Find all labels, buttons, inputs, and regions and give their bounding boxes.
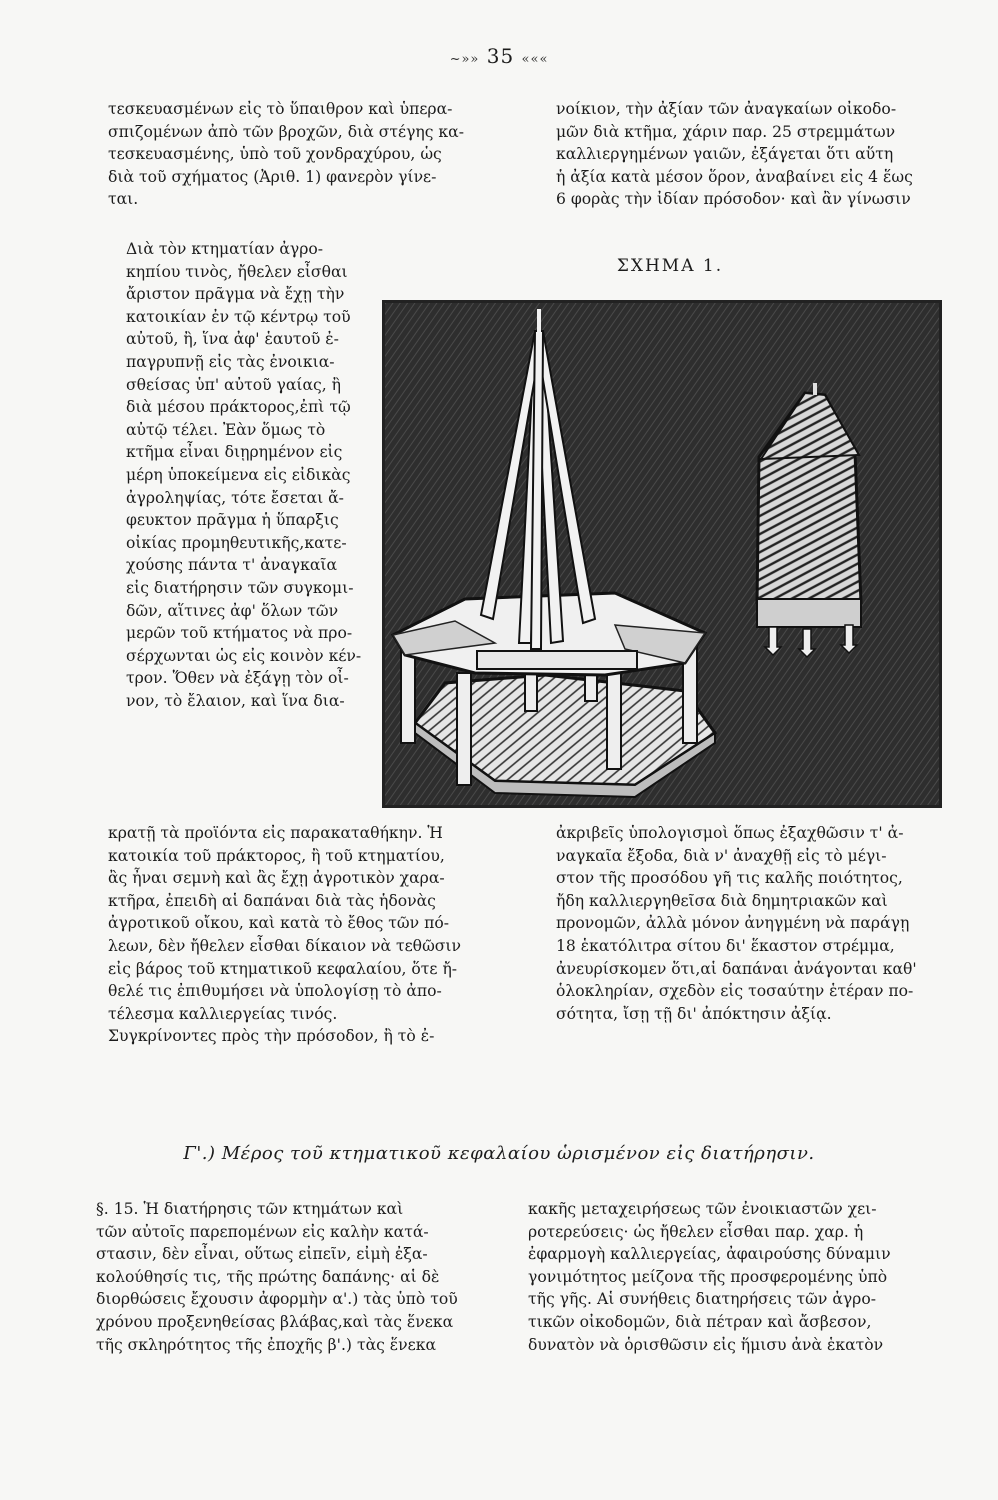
text-line: ἂς ἦναι σεμνὴ καὶ ἂς ἔχῃ ἀγροτικὸν χαρα- <box>108 869 445 888</box>
text-line: 6 φορὰς τὴν ἰδίαν πρόσοδον· καὶ ἂν γίνωσιν <box>556 190 911 209</box>
right-column-top-paragraph <box>556 98 942 211</box>
figure-illustration <box>382 300 942 808</box>
text-line: κτῆρα, ἐπειδὴ αἱ δαπάναι διὰ τὰς ἡδονὰς <box>108 891 436 910</box>
text-line: φευκτον πρᾶγμα ἡ ὕπαρξις <box>126 511 339 530</box>
right-column-bottom-paragraph <box>556 822 942 1025</box>
text-line: Συγκρίνοντες πρὸς τὴν πρόσοδον, ἢ τὸ ἐ- <box>108 1027 435 1046</box>
text-line: διὰ μέσου πράκτορος,ἐπὶ τῷ <box>126 398 351 417</box>
text-line: εἰς διατήρησιν τῶν συγκομι- <box>126 578 354 597</box>
text-line: τεσκευασμένης, ὑπὸ τοῦ χονδραχύρου, ὡς <box>108 145 442 164</box>
text-line: τῆς γῆς. Αἱ συνήθεις διατηρήσεις τῶν ἀγρο- <box>528 1290 877 1309</box>
text-line: χρόνου προξενηθείσας βλάβας,καὶ τὰς ἕνεκα <box>96 1312 454 1331</box>
ornament-right: ««« <box>521 52 549 67</box>
text-line: κακῆς μεταχειρήσεως τῶν ἐνοικιαστῶν χει- <box>528 1200 877 1218</box>
text-line: δυνατὸν νὰ ὁρισθῶσιν εἰς ἥμισυ ἀνὰ ἑκατὸν <box>528 1335 884 1354</box>
text-line: ἐφαρμογὴ καλλιεργείας, ἀφαιρούσης δύναμιν <box>528 1245 891 1264</box>
left-column-narrow-paragraph <box>126 238 372 712</box>
text-line: σέρχωνται ὡς εἰς κοινὸν κέν- <box>126 646 362 665</box>
text-line: τεσκευασμένων εἰς τὸ ὕπαιθρον καὶ ὑπερα- <box>108 100 453 118</box>
text-line: μῶν διὰ κτῆμα, χάριν παρ. 25 στρεμμάτων <box>556 122 896 141</box>
text-line: καλλιεργημένων γαιῶν, ἐξάγεται ὅτι αὕτη <box>556 145 894 164</box>
text-line: κολούθησίς τις, τῆς πρώτης δαπάνης· αἱ δὲ <box>96 1267 440 1286</box>
text-line: διὰ τοῦ σχήματος (Ἀριθ. 1) φανερὸν γίνε- <box>108 167 437 186</box>
text-line: παγρυπνῇ εἰς τὰς ἐνοικια- <box>126 352 335 371</box>
section-heading: Γ'.) Μέρος τοῦ κτηματικοῦ κεφαλαίου ὡρισμένον εἰς διατήρησιν. <box>183 1143 815 1164</box>
text-line: κηπίου τινὸς, ἤθελεν εἶσθαι <box>126 262 348 281</box>
text-line: χούσης πάντα τ' ἀναγκαῖα <box>126 556 338 575</box>
page-number-value: 35 <box>486 44 515 68</box>
text-line: ἤδη καλλιεργηθεῖσα διὰ δημητριακῶν καὶ <box>556 891 888 910</box>
left-column-top-paragraph <box>108 98 486 211</box>
text-line: κρατῇ τὰ προϊόντα εἰς παρακαταθήκην. Ἡ <box>108 824 443 842</box>
text-line: ἀκριβεῖς ὑπολογισμοὶ ὅπως ἐξαχθῶσιν τ' ἀ- <box>556 824 904 842</box>
text-line: διορθώσεις ἔχουσιν ἀφορμὴν α'.) τὰς ὑπὸ τοῦ <box>96 1290 458 1309</box>
text-line: Διὰ τὸν κτηματίαν ἀγρο- <box>126 240 324 258</box>
page-number <box>0 44 998 68</box>
text-line: ται. <box>108 190 139 209</box>
left-column-bottom-paragraph <box>108 822 500 1048</box>
text-line: μέρη ὑποκείμενα εἰς εἰδικὰς <box>126 465 351 484</box>
text-line: ἀνευρίσκομεν ὅτι,αἱ δαπάναι ἀνάγονται καθ' <box>556 959 917 978</box>
text-line: σθείσας ὑπ' αὐτοῦ γαίας, ἢ <box>126 375 342 394</box>
text-line: γονιμότητος μείζονα τῆς προσφερομένης ὑπὸ <box>528 1267 888 1286</box>
text-line: τέλεσμα καλλιεργείας τινός. <box>108 1004 338 1023</box>
text-line: τικῶν οἰκοδομῶν, διὰ πέτραν καὶ ἄσβεσον, <box>528 1312 872 1331</box>
text-line: 18 ἑκατόλιτρα σίτου δι' ἕκαστον στρέμμα, <box>556 936 895 955</box>
text-line: σότητα, ἴσῃ τῇ δι' ἀπόκτησιν ἀξίᾳ. <box>556 1004 832 1023</box>
text-line: εἰς βάρος τοῦ κτηματικοῦ κεφαλαίου, ὅτε ἤ- <box>108 959 458 978</box>
text-line: μερῶν τοῦ κτήματος νὰ προ- <box>126 624 353 643</box>
text-line: νοίκιον, τὴν ἀξίαν τῶν ἀναγκαίων οἰκοδο- <box>556 100 897 118</box>
text-line: λεων, δὲν ἤθελεν εἶσθαι δίκαιον νὰ τεθῶσιν <box>108 936 462 955</box>
section-right-paragraph <box>528 1198 940 1356</box>
ornament-left: ~»» <box>449 52 480 67</box>
text-line: κατοικία τοῦ πράκτορος, ἢ τοῦ κτηματίου, <box>108 846 445 865</box>
section-left-paragraph <box>96 1198 500 1356</box>
text-line: κατοικίαν ἐν τῷ κέντρῳ τοῦ <box>126 307 351 326</box>
text-line: κτῆμα εἶναι διῃρημένον εἰς <box>126 443 343 462</box>
text-line: τῶν αὐτοῖς παρεπομένων εἰς καλὴν κατά- <box>96 1222 429 1241</box>
text-line: ἡ ἀξία κατὰ μέσον ὅρον, ἀναβαίνει εἰς 4 ἕως <box>556 167 913 186</box>
text-line: τρον. Ὅθεν νὰ ἐξάγῃ τὸν οἶ- <box>126 669 349 688</box>
text-line: στασιν, δὲν εἶναι, οὕτως εἰπεῖν, εἰμὴ ἐξα- <box>96 1245 428 1264</box>
text-line: θελέ τις ἐπιθυμήσει νὰ ὑπολογίσῃ τὸ ἀπο- <box>108 982 442 1001</box>
text-line: τῆς σκληρότητος τῆς ἐποχῆς β'.) τὰς ἕνεκα <box>96 1335 437 1354</box>
text-line: ὁλοκληρίαν, σχεδὸν εἰς τοσαύτην ἑτέραν πο- <box>556 982 914 1001</box>
text-line: οἰκίας προμηθευτικῆς,κατε- <box>126 533 347 552</box>
text-line: §. 15. Ἡ διατήρησις τῶν κτημάτων καὶ <box>96 1200 404 1218</box>
text-line: ἄριστον πρᾶγμα νὰ ἔχῃ τὴν <box>126 285 345 304</box>
text-line: προνομῶν, ἀλλὰ μόνον ἀνηγμένη νὰ παράγῃ <box>556 914 910 933</box>
text-line: νον, τὸ ἔλαιον, καὶ ἵνα δια- <box>126 691 345 710</box>
text-line: στον τῆς προσόδου γῆ τις καλῆς ποιότητος, <box>556 869 903 888</box>
text-line: αὐτοῦ, ἢ, ἵνα ἀφ' ἑαυτοῦ ἐ- <box>126 330 339 349</box>
text-line: ροτερεύσεις· ὡς ἤθελεν εἶσθαι παρ. χαρ. ἡ <box>528 1222 864 1241</box>
text-line: ναγκαῖα ἔξοδα, διὰ ν' ἀναχθῇ εἰς τὸ μέγι- <box>556 846 887 865</box>
text-line: δῶν, αἵτινες ἀφ' ὅλων τῶν <box>126 601 339 620</box>
text-line: σπιζομένων ἀπὸ τῶν βροχῶν, διὰ στέγης κα- <box>108 122 464 141</box>
text-line: αὐτῷ τέλει. Ἐὰν ὅμως τὸ <box>126 420 326 439</box>
text-line: ἀγροτικοῦ οἴκου, καὶ κατὰ τὸ ἔθος τῶν πό- <box>108 914 449 933</box>
figure-caption: ΣΧΗΜΑ 1. <box>616 256 724 276</box>
text-line: ἀγροληψίας, τότε ἔσεται ἄ- <box>126 488 344 507</box>
